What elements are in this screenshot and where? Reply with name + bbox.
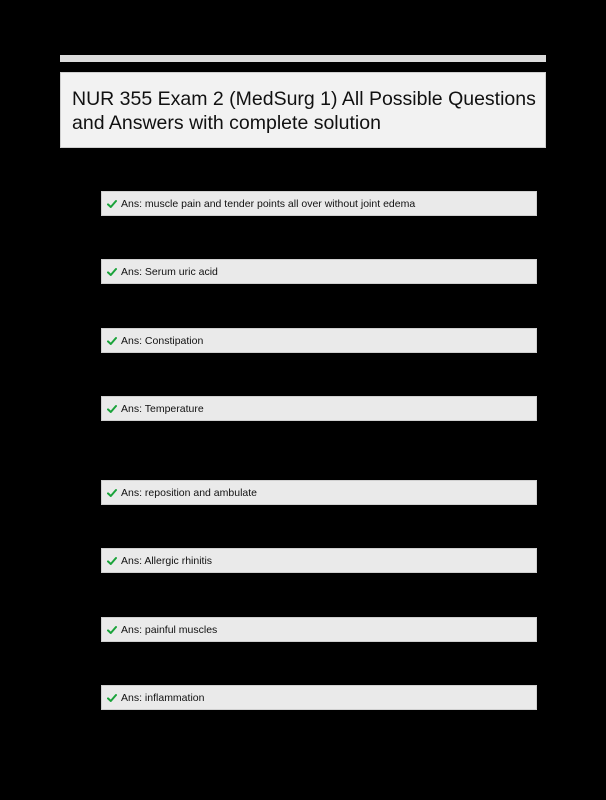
answer-text: Ans: painful muscles <box>121 623 218 636</box>
check-icon <box>107 336 117 346</box>
answer-box <box>101 396 537 421</box>
answer-box <box>101 328 537 353</box>
check-icon <box>107 693 117 703</box>
check-icon <box>107 267 117 277</box>
check-icon <box>107 556 117 566</box>
check-icon <box>107 199 117 209</box>
title-box <box>60 72 546 148</box>
answer-box <box>101 480 537 505</box>
answer-text: Ans: Constipation <box>121 334 204 347</box>
answer-text: Ans: Temperature <box>121 402 204 415</box>
answer-box <box>101 191 537 216</box>
answer-box <box>101 685 537 710</box>
check-icon <box>107 625 117 635</box>
header-divider <box>60 55 546 62</box>
answer-box <box>101 548 537 573</box>
answer-box <box>101 617 537 642</box>
answer-text: Ans: Allergic rhinitis <box>121 554 213 567</box>
answer-text: Ans: inflammation <box>121 691 205 704</box>
answer-text: Ans: Serum uric acid <box>121 265 218 278</box>
answer-box <box>101 259 537 284</box>
document-title: NUR 355 Exam 2 (MedSurg 1) All Possible Questions and Answers with complete solution <box>72 88 536 134</box>
answer-text: Ans: reposition and ambulate <box>121 486 258 499</box>
answer-text: Ans: muscle pain and tender points all over without joint edema <box>121 197 416 210</box>
check-icon <box>107 404 117 414</box>
check-icon <box>107 488 117 498</box>
